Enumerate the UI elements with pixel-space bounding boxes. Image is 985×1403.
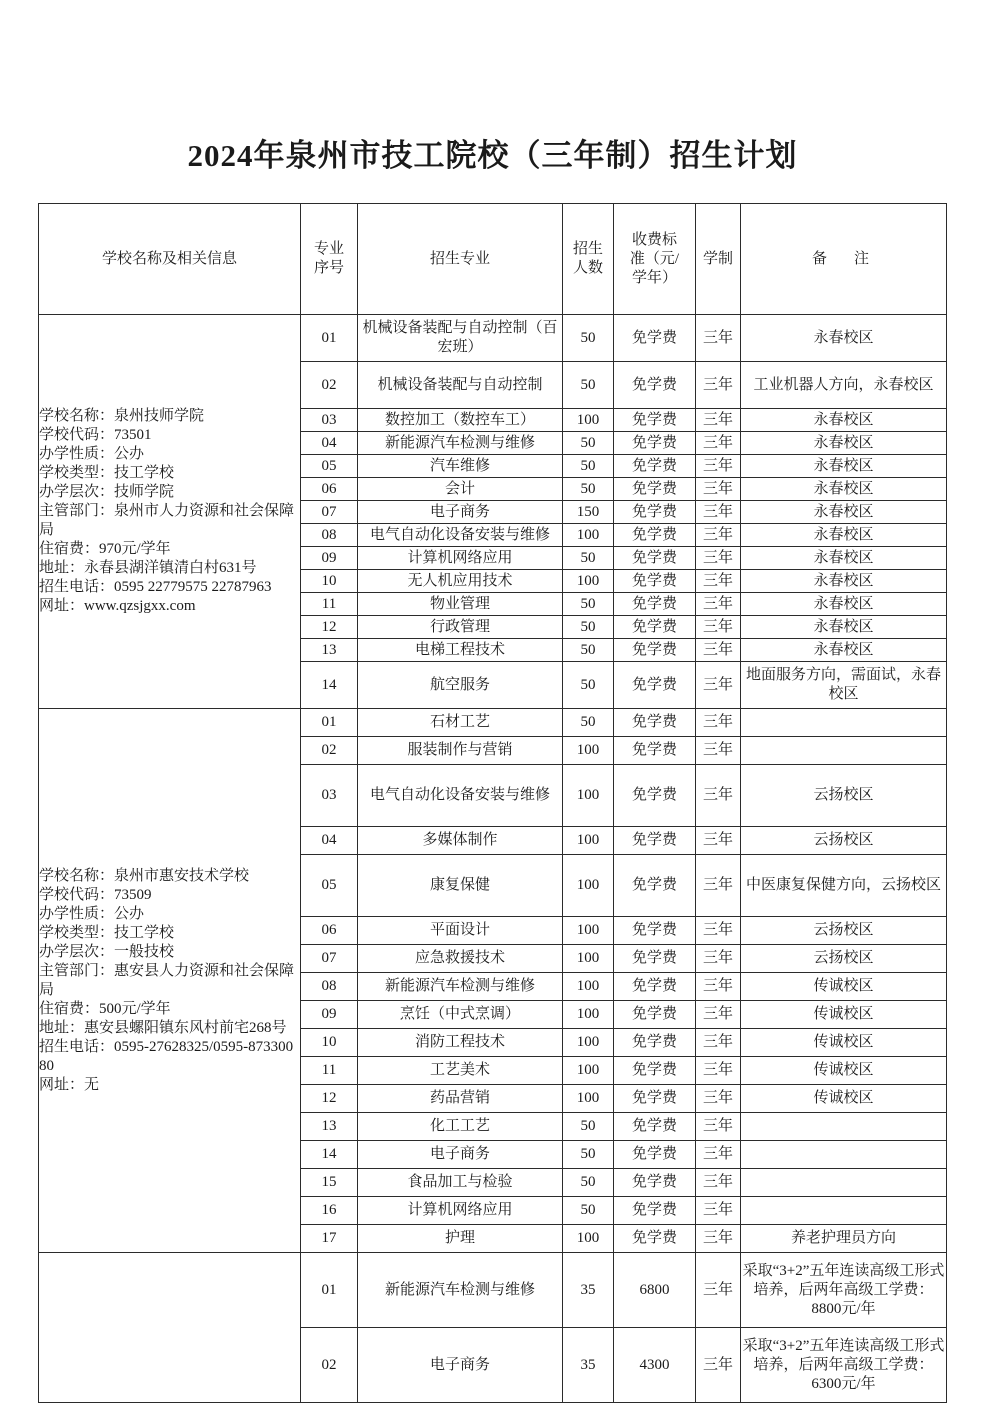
cell-fee-standard: 免学费 bbox=[614, 917, 696, 945]
cell-fee-standard: 免学费 bbox=[614, 945, 696, 973]
cell-major-no: 03 bbox=[301, 765, 358, 827]
count-line1: 招生 bbox=[572, 241, 603, 257]
cell-enroll-count: 100 bbox=[563, 737, 614, 765]
cell-enroll-count: 50 bbox=[563, 315, 614, 362]
cell-program-length: 三年 bbox=[696, 1141, 741, 1169]
cell-enroll-count: 50 bbox=[563, 616, 614, 639]
cell-major-no: 14 bbox=[301, 1141, 358, 1169]
cell-remark: 云扬校区 bbox=[741, 917, 947, 945]
cell-fee-standard: 免学费 bbox=[614, 1001, 696, 1029]
school-info-line-type: 学校类型：技工学校 bbox=[39, 465, 175, 481]
cell-program-length: 三年 bbox=[696, 1225, 741, 1253]
cell-major-no: 04 bbox=[301, 827, 358, 855]
cell-program-length: 三年 bbox=[696, 478, 741, 501]
cell-program-length: 三年 bbox=[696, 409, 741, 432]
page-title: 2024年泉州市技工院校（三年制）招生计划 bbox=[187, 138, 798, 173]
cell-remark: 云扬校区 bbox=[741, 945, 947, 973]
cell-remark bbox=[741, 1113, 947, 1141]
cell-fee-standard: 免学费 bbox=[614, 973, 696, 1001]
cell-major-no: 09 bbox=[301, 547, 358, 570]
cell-program-length: 三年 bbox=[696, 827, 741, 855]
cell-major-no: 11 bbox=[301, 1057, 358, 1085]
cell-major-name: 机械设备装配与自动控制（百宏班） bbox=[358, 315, 563, 362]
school-info-cell bbox=[39, 709, 301, 1253]
cell-major-no: 10 bbox=[301, 1029, 358, 1057]
cell-enroll-count: 100 bbox=[563, 765, 614, 827]
cell-fee-standard: 免学费 bbox=[614, 524, 696, 547]
cell-major-no: 02 bbox=[301, 362, 358, 409]
cell-major-no: 01 bbox=[301, 709, 358, 737]
school-info-line-code: 学校代码：73501 bbox=[39, 427, 152, 443]
cell-fee-standard: 免学费 bbox=[614, 501, 696, 524]
cell-fee-standard: 免学费 bbox=[614, 1029, 696, 1057]
cell-fee-standard: 免学费 bbox=[614, 1169, 696, 1197]
school-info-line-code: 学校代码：73509 bbox=[39, 886, 152, 903]
cell-remark: 永春校区 bbox=[741, 315, 947, 362]
cell-major-name: 新能源汽车检测与维修 bbox=[358, 973, 563, 1001]
cell-major-name: 烹饪（中式烹调） bbox=[358, 1001, 563, 1029]
cell-major-name: 物业管理 bbox=[358, 593, 563, 616]
cell-major-name: 计算机网络应用 bbox=[358, 1197, 563, 1225]
cell-remark: 永春校区 bbox=[741, 616, 947, 639]
cell-fee-standard: 免学费 bbox=[614, 1085, 696, 1113]
cell-program-length: 三年 bbox=[696, 1113, 741, 1141]
cell-program-length: 三年 bbox=[696, 973, 741, 1001]
school-info-line-nature: 办学性质：公办 bbox=[39, 905, 145, 922]
cell-enroll-count: 50 bbox=[563, 1169, 614, 1197]
cell-remark: 永春校区 bbox=[741, 524, 947, 547]
cell-remark bbox=[741, 737, 947, 765]
cell-enroll-count: 100 bbox=[563, 1085, 614, 1113]
major-no-line1: 专业 bbox=[313, 241, 344, 257]
cell-remark: 云扬校区 bbox=[741, 827, 947, 855]
cell-remark bbox=[741, 1169, 947, 1197]
cell-fee-standard: 6800 bbox=[614, 1253, 696, 1328]
cell-remark bbox=[741, 1141, 947, 1169]
cell-fee-standard: 免学费 bbox=[614, 593, 696, 616]
table-row bbox=[39, 709, 947, 737]
cell-fee-standard: 免学费 bbox=[614, 432, 696, 455]
cell-major-name: 电子商务 bbox=[358, 1328, 563, 1403]
enrollment-plan-table bbox=[38, 203, 947, 1403]
cell-major-no: 02 bbox=[301, 1328, 358, 1403]
cell-program-length: 三年 bbox=[696, 1169, 741, 1197]
cell-enroll-count: 100 bbox=[563, 973, 614, 1001]
cell-fee-standard: 免学费 bbox=[614, 855, 696, 917]
school-info-line-type: 学校类型：技工学校 bbox=[39, 924, 175, 941]
cell-remark: 工业机器人方向，永春校区 bbox=[741, 362, 947, 409]
cell-program-length: 三年 bbox=[696, 1328, 741, 1403]
cell-program-length: 三年 bbox=[696, 432, 741, 455]
cell-major-name: 新能源汽车检测与维修 bbox=[358, 1253, 563, 1328]
school-info-cell bbox=[39, 315, 301, 709]
cell-remark: 永春校区 bbox=[741, 478, 947, 501]
cell-enroll-count: 50 bbox=[563, 709, 614, 737]
cell-major-name: 汽车维修 bbox=[358, 455, 563, 478]
cell-major-name: 食品加工与检验 bbox=[358, 1169, 563, 1197]
cell-fee-standard: 免学费 bbox=[614, 1197, 696, 1225]
cell-enroll-count: 50 bbox=[563, 478, 614, 501]
cell-enroll-count: 50 bbox=[563, 455, 614, 478]
cell-major-no: 13 bbox=[301, 639, 358, 662]
cell-program-length: 三年 bbox=[696, 709, 741, 737]
cell-major-name: 化工工艺 bbox=[358, 1113, 563, 1141]
cell-remark: 永春校区 bbox=[741, 409, 947, 432]
cell-major-no: 09 bbox=[301, 1001, 358, 1029]
school-info-line-name: 学校名称：泉州技师学院 bbox=[39, 408, 205, 424]
cell-remark: 永春校区 bbox=[741, 501, 947, 524]
cell-enroll-count: 100 bbox=[563, 1225, 614, 1253]
fee-line1: 收费标 bbox=[631, 231, 677, 248]
table-header bbox=[39, 204, 947, 315]
cell-fee-standard: 免学费 bbox=[614, 709, 696, 737]
cell-major-name: 电气自动化设备安装与维修 bbox=[358, 524, 563, 547]
cell-major-no: 16 bbox=[301, 1197, 358, 1225]
cell-program-length: 三年 bbox=[696, 855, 741, 917]
column-header-count bbox=[563, 204, 614, 315]
cell-remark: 传诚校区 bbox=[741, 1085, 947, 1113]
cell-enroll-count: 50 bbox=[563, 639, 614, 662]
cell-enroll-count: 100 bbox=[563, 827, 614, 855]
cell-major-no: 17 bbox=[301, 1225, 358, 1253]
cell-major-no: 01 bbox=[301, 1253, 358, 1328]
fee-line2: 准（元/ bbox=[629, 250, 680, 267]
cell-major-name: 服装制作与营销 bbox=[358, 737, 563, 765]
cell-major-no: 03 bbox=[301, 409, 358, 432]
cell-major-no: 15 bbox=[301, 1169, 358, 1197]
cell-major-no: 08 bbox=[301, 524, 358, 547]
cell-major-name: 平面设计 bbox=[358, 917, 563, 945]
cell-remark: 永春校区 bbox=[741, 455, 947, 478]
school-info-line-dept: 主管部门：惠安县人力资源和社会保障局 bbox=[39, 962, 295, 998]
cell-fee-standard: 4300 bbox=[614, 1328, 696, 1403]
cell-major-no: 05 bbox=[301, 855, 358, 917]
cell-major-no: 11 bbox=[301, 593, 358, 616]
cell-major-no: 07 bbox=[301, 945, 358, 973]
cell-enroll-count: 50 bbox=[563, 662, 614, 709]
cell-remark: 采取“3+2”五年连读高级工形式培养，后两年高级工学费：6300元/年 bbox=[741, 1328, 947, 1403]
count-line2: 人数 bbox=[572, 260, 603, 276]
cell-program-length: 三年 bbox=[696, 945, 741, 973]
cell-enroll-count: 100 bbox=[563, 855, 614, 917]
cell-remark: 传诚校区 bbox=[741, 1029, 947, 1057]
cell-remark: 养老护理员方向 bbox=[741, 1225, 947, 1253]
cell-program-length: 三年 bbox=[696, 917, 741, 945]
cell-major-no: 12 bbox=[301, 1085, 358, 1113]
cell-program-length: 三年 bbox=[696, 315, 741, 362]
cell-remark: 传诚校区 bbox=[741, 973, 947, 1001]
table-header-row bbox=[39, 204, 947, 315]
cell-major-name: 康复保健 bbox=[358, 855, 563, 917]
cell-major-name: 多媒体制作 bbox=[358, 827, 563, 855]
cell-major-name: 航空服务 bbox=[358, 662, 563, 709]
cell-remark: 地面服务方向，需面试，永春校区 bbox=[741, 662, 947, 709]
cell-major-name: 行政管理 bbox=[358, 616, 563, 639]
cell-fee-standard: 免学费 bbox=[614, 1141, 696, 1169]
cell-enroll-count: 35 bbox=[563, 1253, 614, 1328]
cell-remark: 永春校区 bbox=[741, 547, 947, 570]
cell-program-length: 三年 bbox=[696, 639, 741, 662]
school-info-line-web: 网址：www.qzsjgxx.com bbox=[39, 598, 196, 614]
cell-major-name: 电梯工程技术 bbox=[358, 639, 563, 662]
cell-major-no: 01 bbox=[301, 315, 358, 362]
cell-remark: 中医康复保健方向，云扬校区 bbox=[741, 855, 947, 917]
cell-fee-standard: 免学费 bbox=[614, 827, 696, 855]
cell-major-name: 石材工艺 bbox=[358, 709, 563, 737]
cell-major-name: 无人机应用技术 bbox=[358, 570, 563, 593]
table-row bbox=[39, 1253, 947, 1328]
school-info-line-level: 办学层次：技师学院 bbox=[39, 484, 175, 500]
cell-major-no: 13 bbox=[301, 1113, 358, 1141]
table-body bbox=[39, 315, 947, 1403]
cell-major-name: 新能源汽车检测与维修 bbox=[358, 432, 563, 455]
cell-major-name: 数控加工（数控车工） bbox=[358, 409, 563, 432]
cell-enroll-count: 50 bbox=[563, 1141, 614, 1169]
school-info-line-web: 网址：无 bbox=[39, 1076, 100, 1093]
cell-major-no: 07 bbox=[301, 501, 358, 524]
cell-program-length: 三年 bbox=[696, 1001, 741, 1029]
cell-major-no: 05 bbox=[301, 455, 358, 478]
cell-program-length: 三年 bbox=[696, 501, 741, 524]
cell-program-length: 三年 bbox=[696, 455, 741, 478]
cell-major-name: 会计 bbox=[358, 478, 563, 501]
school-info-cell bbox=[39, 1253, 301, 1403]
cell-program-length: 三年 bbox=[696, 1057, 741, 1085]
cell-enroll-count: 100 bbox=[563, 409, 614, 432]
cell-major-name: 药品营销 bbox=[358, 1085, 563, 1113]
cell-major-name: 应急救援技术 bbox=[358, 945, 563, 973]
cell-enroll-count: 50 bbox=[563, 593, 614, 616]
cell-major-no: 04 bbox=[301, 432, 358, 455]
cell-fee-standard: 免学费 bbox=[614, 362, 696, 409]
cell-fee-standard: 免学费 bbox=[614, 639, 696, 662]
cell-major-name: 工艺美术 bbox=[358, 1057, 563, 1085]
cell-major-name: 电气自动化设备安装与维修 bbox=[358, 765, 563, 827]
cell-fee-standard: 免学费 bbox=[614, 616, 696, 639]
cell-major-no: 06 bbox=[301, 917, 358, 945]
cell-enroll-count: 100 bbox=[563, 570, 614, 593]
cell-major-name: 机械设备装配与自动控制 bbox=[358, 362, 563, 409]
cell-remark: 永春校区 bbox=[741, 593, 947, 616]
cell-program-length: 三年 bbox=[696, 524, 741, 547]
cell-enroll-count: 100 bbox=[563, 945, 614, 973]
cell-remark bbox=[741, 1197, 947, 1225]
cell-fee-standard: 免学费 bbox=[614, 1113, 696, 1141]
cell-fee-standard: 免学费 bbox=[614, 409, 696, 432]
cell-program-length: 三年 bbox=[696, 1029, 741, 1057]
fee-line3: 学年） bbox=[631, 269, 677, 286]
cell-program-length: 三年 bbox=[696, 616, 741, 639]
cell-major-name: 护理 bbox=[358, 1225, 563, 1253]
cell-remark: 传诚校区 bbox=[741, 1001, 947, 1029]
cell-enroll-count: 35 bbox=[563, 1328, 614, 1403]
cell-enroll-count: 50 bbox=[563, 432, 614, 455]
cell-remark: 传诚校区 bbox=[741, 1057, 947, 1085]
table-row bbox=[39, 315, 947, 362]
column-header-major-no bbox=[301, 204, 358, 315]
cell-remark: 云扬校区 bbox=[741, 765, 947, 827]
cell-major-no: 14 bbox=[301, 662, 358, 709]
cell-fee-standard: 免学费 bbox=[614, 1225, 696, 1253]
cell-fee-standard: 免学费 bbox=[614, 1057, 696, 1085]
school-info-line-name: 学校名称：泉州市惠安技术学校 bbox=[39, 867, 250, 884]
cell-program-length: 三年 bbox=[696, 662, 741, 709]
column-header-major: 招生专业 bbox=[358, 204, 563, 315]
cell-fee-standard: 免学费 bbox=[614, 455, 696, 478]
column-header-fee bbox=[614, 204, 696, 315]
major-no-line2: 序号 bbox=[313, 260, 344, 276]
cell-major-no: 06 bbox=[301, 478, 358, 501]
cell-enroll-count: 50 bbox=[563, 1113, 614, 1141]
cell-fee-standard: 免学费 bbox=[614, 570, 696, 593]
cell-enroll-count: 100 bbox=[563, 917, 614, 945]
school-info-line-phone: 招生电话：0595 22779575 22787963 bbox=[39, 579, 272, 595]
cell-major-name: 计算机网络应用 bbox=[358, 547, 563, 570]
cell-program-length: 三年 bbox=[696, 362, 741, 409]
school-info-line-dorm: 住宿费：500元/学年 bbox=[39, 1000, 171, 1017]
cell-major-name: 消防工程技术 bbox=[358, 1029, 563, 1057]
cell-major-no: 08 bbox=[301, 973, 358, 1001]
column-header-length: 学制 bbox=[696, 204, 741, 315]
cell-major-name: 电子商务 bbox=[358, 1141, 563, 1169]
cell-fee-standard: 免学费 bbox=[614, 737, 696, 765]
cell-program-length: 三年 bbox=[696, 1253, 741, 1328]
cell-remark: 永春校区 bbox=[741, 570, 947, 593]
cell-major-no: 10 bbox=[301, 570, 358, 593]
cell-enroll-count: 50 bbox=[563, 547, 614, 570]
cell-program-length: 三年 bbox=[696, 737, 741, 765]
cell-enroll-count: 100 bbox=[563, 1029, 614, 1057]
cell-enroll-count: 100 bbox=[563, 1057, 614, 1085]
cell-major-no: 02 bbox=[301, 737, 358, 765]
school-info-line-nature: 办学性质：公办 bbox=[39, 446, 145, 462]
cell-fee-standard: 免学费 bbox=[614, 547, 696, 570]
school-info-line-level: 办学层次：一般技校 bbox=[39, 943, 175, 960]
school-info-line-dorm: 住宿费：970元/学年 bbox=[39, 541, 171, 557]
cell-remark bbox=[741, 709, 947, 737]
cell-enroll-count: 50 bbox=[563, 1197, 614, 1225]
cell-program-length: 三年 bbox=[696, 547, 741, 570]
cell-program-length: 三年 bbox=[696, 593, 741, 616]
cell-program-length: 三年 bbox=[696, 1197, 741, 1225]
cell-fee-standard: 免学费 bbox=[614, 478, 696, 501]
cell-program-length: 三年 bbox=[696, 765, 741, 827]
cell-program-length: 三年 bbox=[696, 1085, 741, 1113]
cell-remark: 采取“3+2”五年连读高级工形式培养，后两年高级工学费：8800元/年 bbox=[741, 1253, 947, 1328]
school-info-line-addr: 地址：惠安县螺阳镇东风村前宅268号 bbox=[39, 1019, 287, 1036]
cell-fee-standard: 免学费 bbox=[614, 662, 696, 709]
school-info-line-dept: 主管部门：泉州市人力资源和社会保障局 bbox=[39, 503, 295, 538]
cell-program-length: 三年 bbox=[696, 570, 741, 593]
cell-enroll-count: 100 bbox=[563, 1001, 614, 1029]
cell-remark: 永春校区 bbox=[741, 639, 947, 662]
cell-enroll-count: 150 bbox=[563, 501, 614, 524]
school-info-line-phone: 招生电话：0595-27628325/0595-87330080 bbox=[39, 1038, 294, 1074]
cell-fee-standard: 免学费 bbox=[614, 765, 696, 827]
cell-enroll-count: 100 bbox=[563, 524, 614, 547]
cell-remark: 永春校区 bbox=[741, 432, 947, 455]
column-header-note: 备 注 bbox=[741, 204, 947, 315]
cell-major-no: 12 bbox=[301, 616, 358, 639]
cell-enroll-count: 50 bbox=[563, 362, 614, 409]
cell-fee-standard: 免学费 bbox=[614, 315, 696, 362]
cell-major-name: 电子商务 bbox=[358, 501, 563, 524]
column-header-school: 学校名称及相关信息 bbox=[39, 204, 301, 315]
school-info-line-addr: 地址：永春县湖洋镇清白村631号 bbox=[39, 560, 257, 576]
